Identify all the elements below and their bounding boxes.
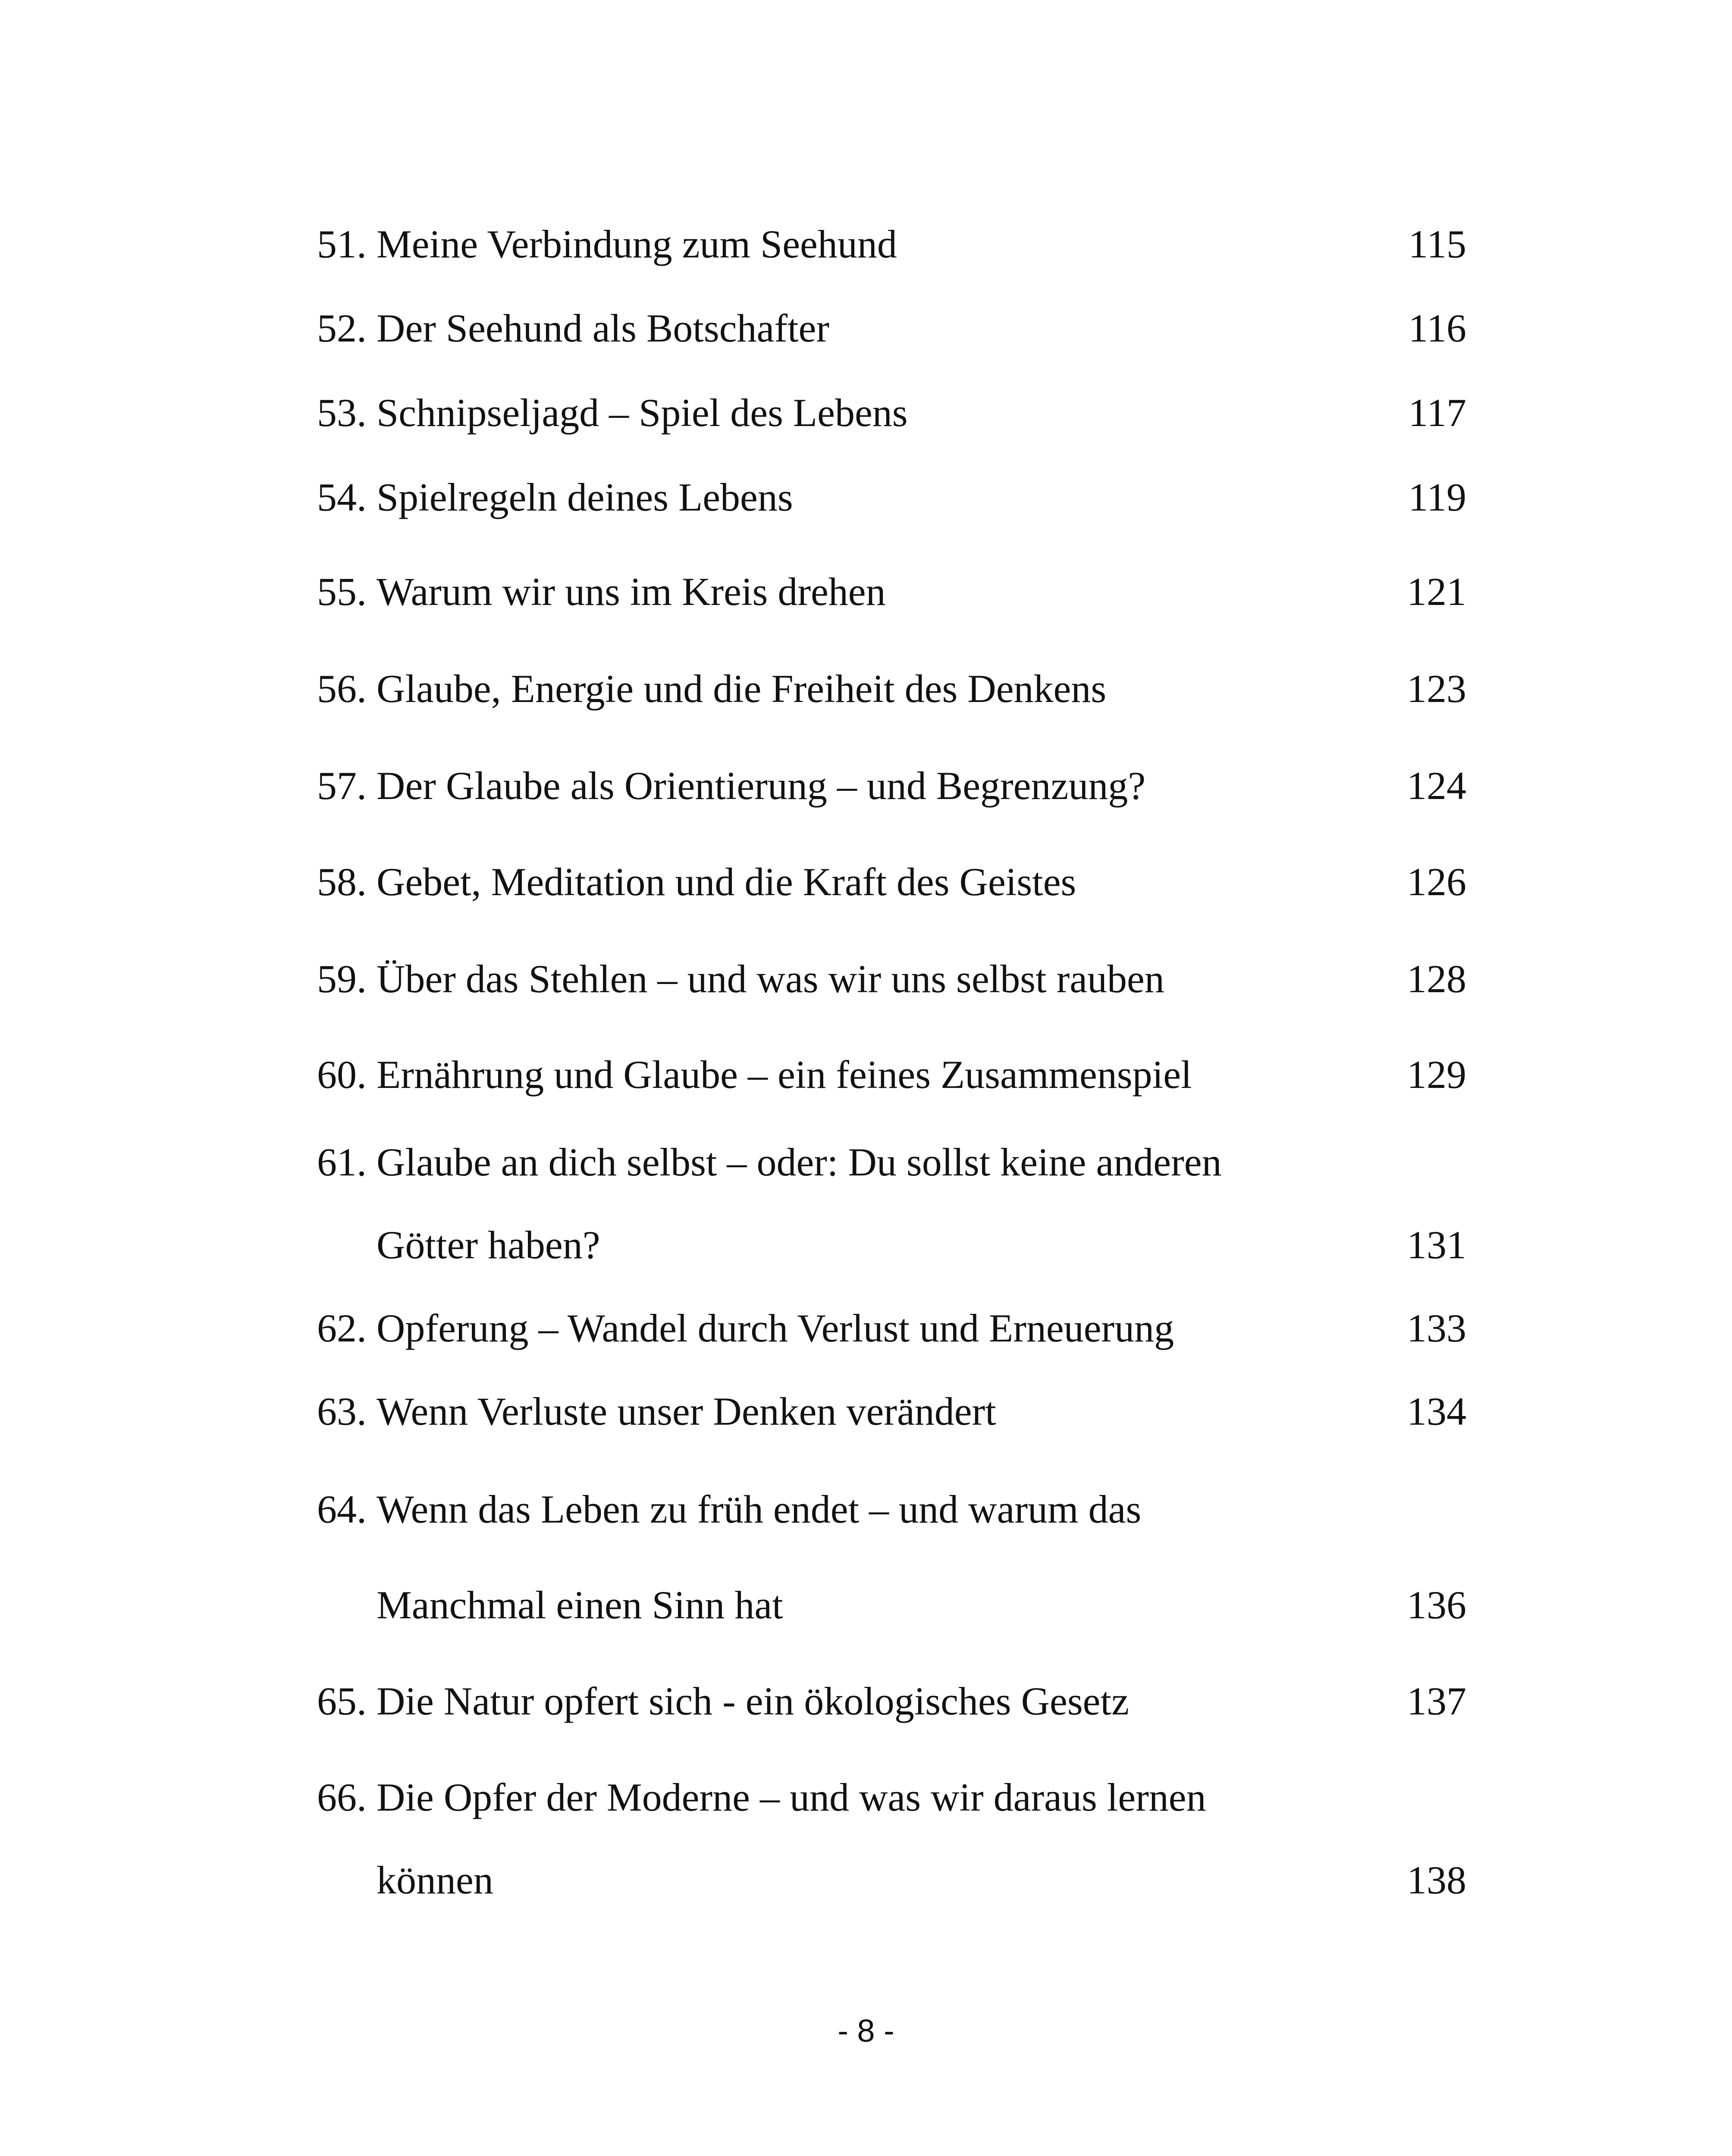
toc-entry-number: 59.	[317, 957, 367, 1001]
toc-entry-page: 131	[1407, 1223, 1466, 1267]
toc-entry	[0, 1675, 1732, 1727]
toc-entry-number: 64.	[317, 1487, 367, 1531]
toc-entry-continuation	[0, 1579, 1732, 1631]
toc-entry-number: 58.	[317, 860, 367, 904]
toc-entry-title: Spielregeln deines Lebens	[377, 475, 793, 519]
toc-entry-title: Warum wir uns im Kreis drehen	[377, 570, 886, 614]
toc-entry-title: Der Glaube als Orientierung – und Begrenzung?	[377, 764, 1146, 808]
toc-entry	[0, 1302, 1732, 1354]
toc-entry	[0, 1049, 1732, 1100]
toc-entry-page: 138	[1407, 1858, 1466, 1902]
toc-entry	[0, 387, 1732, 439]
toc-entry	[0, 1385, 1732, 1437]
toc-entry	[0, 663, 1732, 714]
toc-entry-title: Über das Stehlen – und was wir uns selbst rauben	[377, 957, 1164, 1001]
toc-entry-title: Ernährung und Glaube – ein feines Zusammenspiel	[377, 1053, 1192, 1097]
toc-entry-title: Wenn Verluste unser Denken verändert	[377, 1389, 996, 1433]
toc-entry-title: Wenn das Leben zu früh endet – und warum das	[377, 1487, 1142, 1531]
toc-entry-title: Manchmal einen Sinn hat	[377, 1583, 783, 1627]
toc-entry-title: Gebet, Meditation und die Kraft des Geistes	[377, 860, 1076, 904]
toc-entry-page: 124	[1407, 764, 1466, 808]
toc-entry-page: 137	[1407, 1679, 1466, 1723]
toc-entry-page: 117	[1408, 391, 1466, 435]
toc-entry	[0, 1136, 1732, 1188]
toc-entry-page: 116	[1408, 306, 1466, 350]
toc-entry-page: 129	[1407, 1053, 1466, 1097]
toc-entry-title: Der Seehund als Botschafter	[377, 306, 830, 350]
toc-entry-number: 54.	[317, 475, 367, 519]
toc-entry-number: 51.	[317, 222, 367, 266]
toc-entry-number: 62.	[317, 1306, 367, 1350]
toc-entry-page: 123	[1407, 667, 1466, 711]
toc-entry-title: Die Natur opfert sich - ein ökologisches Gesetz	[377, 1679, 1129, 1723]
toc-entry-title: Glaube, Energie und die Freiheit des Denkens	[377, 667, 1107, 711]
toc-entry	[0, 566, 1732, 617]
toc-entry	[0, 953, 1732, 1005]
toc-entry-title: Meine Verbindung zum Seehund	[377, 222, 897, 266]
toc-entry-number: 57.	[317, 764, 367, 808]
toc-entry-number: 53.	[317, 391, 367, 435]
toc-entry-page: 128	[1407, 957, 1466, 1001]
toc-entry-number: 61.	[317, 1140, 367, 1184]
toc-entry-title: können	[377, 1858, 493, 1902]
toc-entry-number: 55.	[317, 570, 367, 614]
toc-entry-number: 52.	[317, 306, 367, 350]
toc-entry-number: 65.	[317, 1679, 367, 1723]
toc-entry-title: Die Opfer der Moderne – und was wir daraus lernen	[377, 1775, 1206, 1819]
toc-entry-title: Opferung – Wandel durch Verlust und Erneuerung	[377, 1306, 1174, 1350]
toc-entry	[0, 1483, 1732, 1535]
toc-entry-page: 136	[1407, 1583, 1466, 1627]
toc-entry-number: 66.	[317, 1775, 367, 1819]
toc-entry	[0, 856, 1732, 908]
toc-entry-page: 121	[1407, 570, 1466, 614]
page-number: - 8 -	[838, 2013, 894, 2049]
toc-entry	[0, 1771, 1732, 1823]
toc-entry	[0, 471, 1732, 523]
toc-entry-page: 119	[1408, 475, 1466, 519]
toc-entry-continuation	[0, 1854, 1732, 1906]
toc-entry-page: 134	[1407, 1389, 1466, 1433]
toc-entry-number: 60.	[317, 1053, 367, 1097]
toc-entry-title: Götter haben?	[377, 1223, 600, 1267]
toc-entry-number: 63.	[317, 1389, 367, 1433]
toc-entry-continuation	[0, 1219, 1732, 1271]
toc-entry	[0, 302, 1732, 354]
toc-entry-page: 115	[1408, 222, 1466, 266]
toc-entry-title: Glaube an dich selbst – oder: Du sollst keine anderen	[377, 1140, 1222, 1184]
toc-entry	[0, 760, 1732, 812]
toc-entry-page: 133	[1407, 1306, 1466, 1350]
toc-entry-title: Schnipseljagd – Spiel des Lebens	[377, 391, 908, 435]
toc-entry-page: 126	[1407, 860, 1466, 904]
toc-entry-number: 56.	[317, 667, 367, 711]
toc-entry	[0, 218, 1732, 270]
